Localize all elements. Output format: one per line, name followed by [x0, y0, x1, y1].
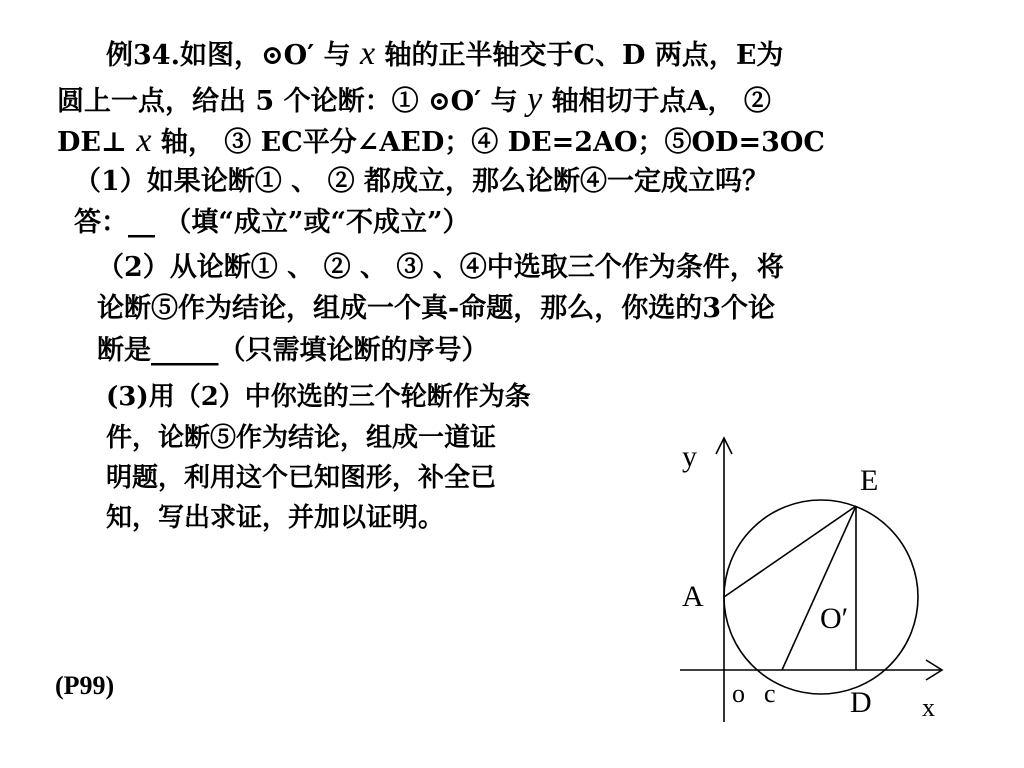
page-reference: (P99)	[55, 671, 115, 700]
label-origin: o	[732, 679, 745, 708]
problem-line-3-text: DE⊥	[57, 127, 127, 158]
question-2-line-1: （2）从论断① 、 ② 、 ③ 、④中选取三个作为条件，将	[97, 252, 784, 283]
question-3-line-1: (3)用（2）中你选的三个轮断作为条	[106, 382, 531, 412]
problem-line-1	[106, 37, 783, 71]
geometry-figure	[660, 430, 960, 730]
label-A: A	[682, 580, 704, 613]
problem-line-3-text-b: 轴， ③ EC平分∠AED；④ DE=2AO；⑤OD=3OC	[160, 127, 825, 158]
question-2-line-3: 断是_____（只需填论断的序号）	[97, 335, 489, 366]
label-y: y	[682, 440, 697, 473]
problem-line-2-text: 圆上一点，给出 5 个论断：① ⊙O′ 与	[57, 86, 518, 117]
label-E: E	[860, 464, 879, 497]
circle-o-prime	[724, 500, 918, 694]
question-3-line-4: 知，写出求证，并加以证明。	[106, 503, 445, 533]
problem-line-3	[57, 124, 825, 158]
problem-line-2-text-b: 轴相切于点A， ②	[551, 86, 771, 117]
question-1-line-2: 答：__ （填“成立”或“不成立”）	[74, 207, 470, 238]
label-C: c	[764, 679, 776, 708]
problem-line-2	[57, 83, 771, 117]
label-D: D	[850, 686, 872, 719]
question-3-line-2: 件，论断⑤作为结论，组成一道证	[106, 423, 497, 453]
variable-x-2: x	[136, 122, 152, 159]
label-x: x	[922, 693, 935, 722]
question-1-line-1: （1）如果论断① 、 ② 都成立，那么论断④一定成立吗？	[74, 166, 769, 197]
variable-x: x	[360, 35, 376, 72]
variable-y: y	[527, 81, 543, 118]
label-o-prime: O′	[820, 602, 849, 635]
question-2-line-2: 论断⑤作为结论，组成一个真-命题，那么，你选的3个论	[97, 293, 775, 324]
question-3-line-3: 明题，利用这个已知图形，补全已	[106, 463, 497, 493]
problem-line-1-text: 例34.如图，⊙O′ 与	[106, 40, 351, 71]
problem-line-1-text-b: 轴的正半轴交于C、D 两点，E为	[384, 40, 784, 71]
